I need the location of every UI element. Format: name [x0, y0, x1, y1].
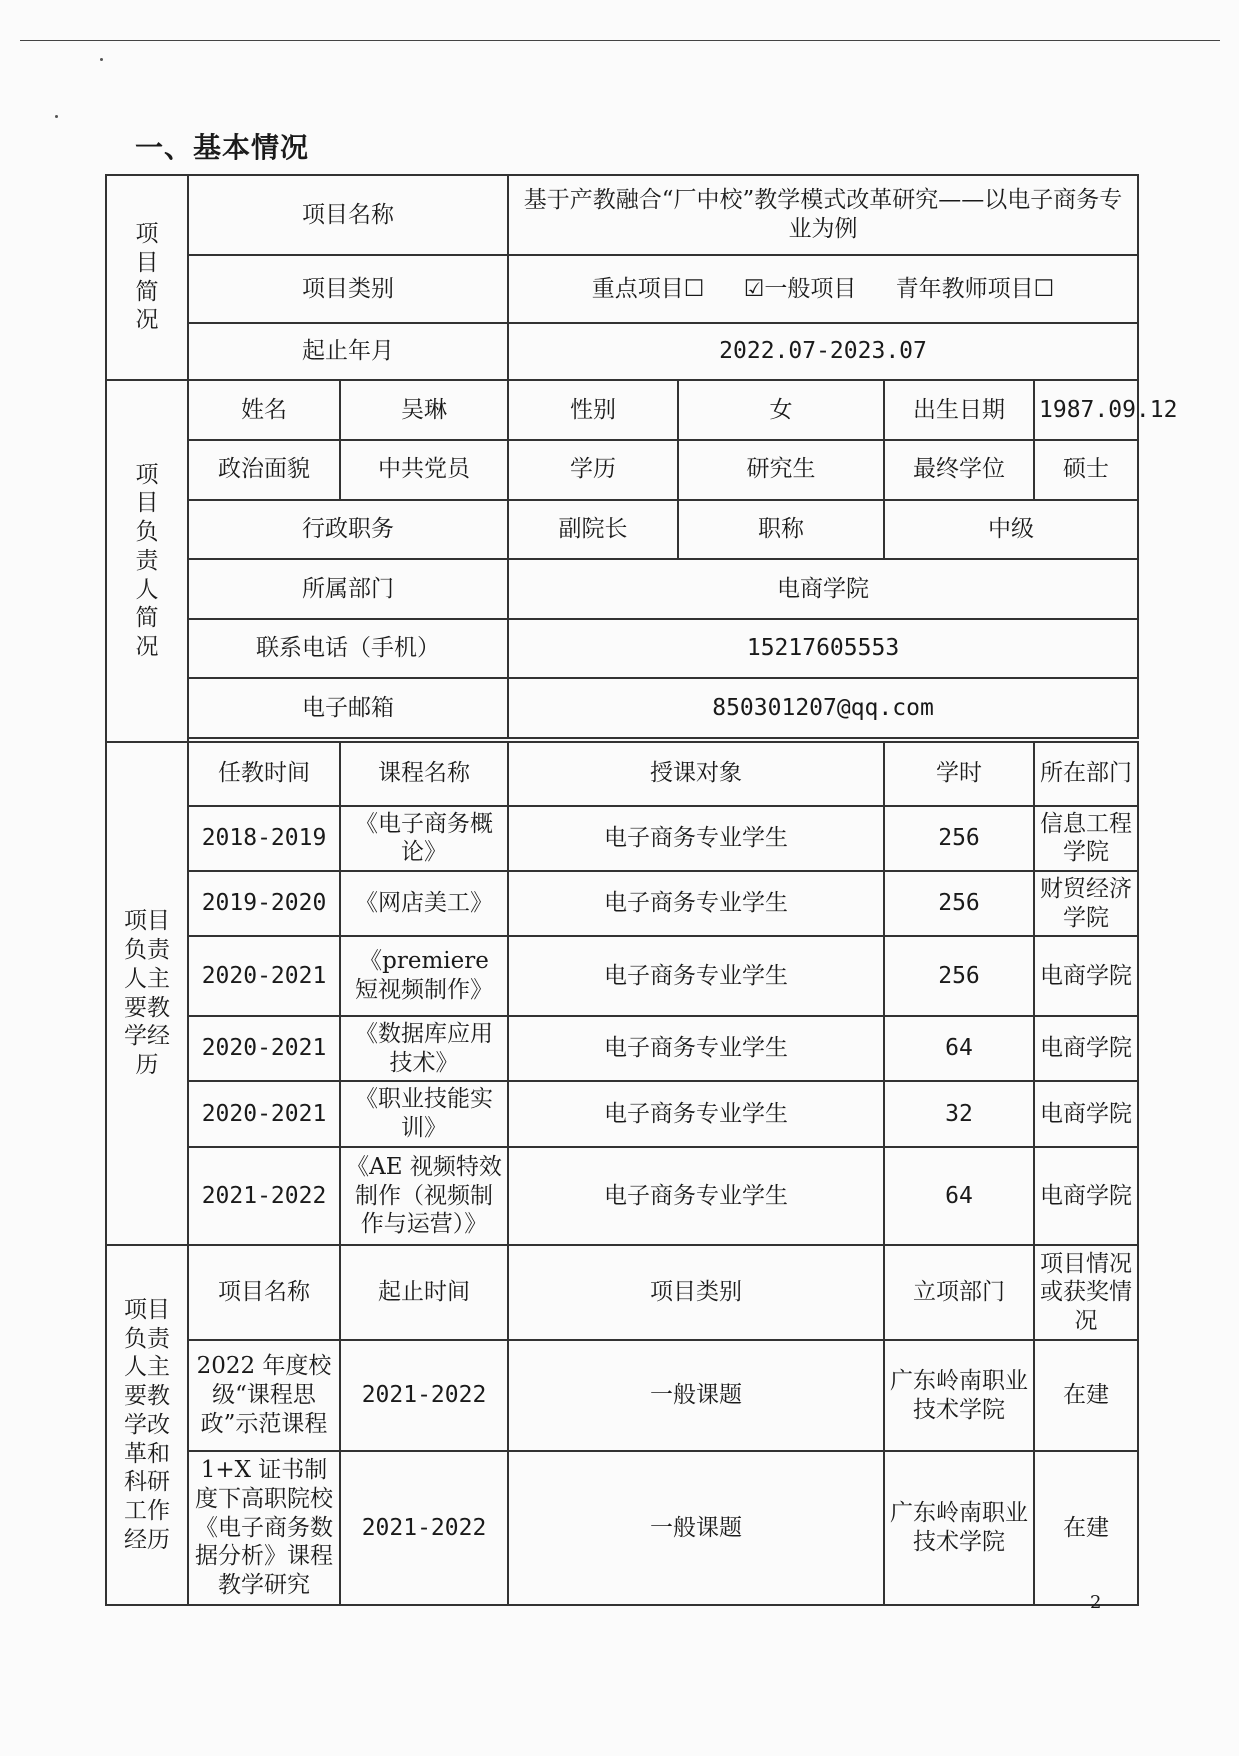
research-header-status: 项目情况或获奖情况	[1034, 1245, 1138, 1340]
phone-label: 联系电话（手机）	[188, 619, 508, 679]
education-label: 学历	[508, 440, 678, 500]
scan-speck	[100, 58, 103, 61]
name-value: 吴琳	[340, 380, 508, 440]
teaching-course: 《数据库应用技术》	[340, 1016, 508, 1081]
research-time: 2021-2022	[340, 1451, 508, 1605]
gender-label: 性别	[508, 380, 678, 440]
birth-value: 1987.09.12	[1034, 380, 1138, 440]
teaching-header-time: 任教时间	[188, 742, 340, 806]
email-label: 电子邮箱	[188, 678, 508, 738]
teaching-target: 电子商务专业学生	[508, 936, 884, 1016]
research-time: 2021-2022	[340, 1340, 508, 1451]
teaching-hours: 32	[884, 1081, 1034, 1146]
teaching-time: 2019-2020	[188, 871, 340, 936]
table-row	[106, 806, 1138, 871]
teaching-hours: 256	[884, 806, 1034, 871]
leader-brief-side-label: 项目负责人简况	[106, 380, 188, 742]
research-side-label: 项目负责人主要教学改革和科研工作经历	[106, 1245, 188, 1605]
teaching-time: 2021-2022	[188, 1147, 340, 1246]
table-row	[106, 1147, 1138, 1246]
research-name: 2022 年度校级“课程思政”示范课程	[188, 1340, 340, 1451]
teaching-header-target: 授课对象	[508, 742, 884, 806]
title-label: 职称	[678, 500, 884, 560]
table-row	[106, 1081, 1138, 1146]
project-category-label: 项目类别	[188, 255, 508, 323]
teaching-header-hours: 学时	[884, 742, 1034, 806]
research-status: 在建	[1034, 1451, 1138, 1605]
teaching-course: 《职业技能实训》	[340, 1081, 508, 1146]
teaching-target: 电子商务专业学生	[508, 806, 884, 871]
project-period-label: 起止年月	[188, 323, 508, 381]
dept-value: 电商学院	[508, 559, 1138, 619]
teaching-header-course: 课程名称	[340, 742, 508, 806]
title-value: 中级	[884, 500, 1138, 560]
section-title: 一、基本情况	[135, 131, 310, 164]
teaching-course: 《网店美工》	[340, 871, 508, 936]
degree-label: 最终学位	[884, 440, 1034, 500]
category-option-general: ☑一般项目	[743, 275, 857, 302]
research-name: 1+X 证书制度下高职院校《电子商务数据分析》课程教学研究	[188, 1451, 340, 1605]
degree-value: 硕士	[1034, 440, 1138, 500]
research-header-time: 起止时间	[340, 1245, 508, 1340]
table-row	[106, 936, 1138, 1016]
teaching-course: 《电子商务概论》	[340, 806, 508, 871]
project-category-value	[508, 255, 1138, 323]
project-period-value: 2022.07-2023.07	[508, 323, 1138, 381]
research-dept: 广东岭南职业技术学院	[884, 1340, 1034, 1451]
name-label: 姓名	[188, 380, 340, 440]
scan-speck	[55, 115, 58, 118]
teaching-course: 《premiere 短视频制作》	[340, 936, 508, 1016]
email-value: 850301207@qq.com	[508, 678, 1138, 738]
teaching-hours: 64	[884, 1147, 1034, 1246]
teaching-target: 电子商务专业学生	[508, 1016, 884, 1081]
teaching-dept: 电商学院	[1034, 1016, 1138, 1081]
dept-label: 所属部门	[188, 559, 508, 619]
page-number: 2	[1090, 1592, 1102, 1613]
teaching-hours: 64	[884, 1016, 1034, 1081]
top-rule	[20, 40, 1220, 41]
admin-post-value: 副院长	[508, 500, 678, 560]
teaching-target: 电子商务专业学生	[508, 1081, 884, 1146]
gender-value: 女	[678, 380, 884, 440]
category-option-key: 重点项目☐	[591, 275, 705, 302]
teaching-target: 电子商务专业学生	[508, 1147, 884, 1246]
research-header-name: 项目名称	[188, 1245, 340, 1340]
teaching-side-label: 项目负责人主要教学经历	[106, 742, 188, 1245]
teaching-header-dept: 所在部门	[1034, 742, 1138, 806]
table-row	[106, 871, 1138, 936]
teaching-time: 2020-2021	[188, 1016, 340, 1081]
teaching-dept: 电商学院	[1034, 1147, 1138, 1246]
teaching-target: 电子商务专业学生	[508, 871, 884, 936]
politics-value: 中共党员	[340, 440, 508, 500]
project-name-label: 项目名称	[188, 175, 508, 255]
teaching-time: 2018-2019	[188, 806, 340, 871]
teaching-course: 《AE 视频特效制作（视频制作与运营）》	[340, 1147, 508, 1246]
teaching-hours: 256	[884, 871, 1034, 936]
phone-value: 15217605553	[508, 619, 1138, 679]
teaching-time: 2020-2021	[188, 936, 340, 1016]
research-category: 一般课题	[508, 1451, 884, 1605]
basic-info-table	[105, 174, 1178, 1606]
project-name-value: 基于产教融合“厂中校”教学模式改革研究——以电子商务专业为例	[508, 175, 1138, 255]
research-header-dept: 立项部门	[884, 1245, 1034, 1340]
table-row	[106, 1340, 1138, 1451]
research-header-category: 项目类别	[508, 1245, 884, 1340]
politics-label: 政治面貌	[188, 440, 340, 500]
teaching-time: 2020-2021	[188, 1081, 340, 1146]
table-row	[106, 1451, 1138, 1605]
teaching-dept: 信息工程学院	[1034, 806, 1138, 871]
admin-post-label: 行政职务	[188, 500, 508, 560]
category-option-young-teacher: 青年教师项目☐	[895, 275, 1055, 302]
research-category: 一般课题	[508, 1340, 884, 1451]
teaching-dept: 电商学院	[1034, 936, 1138, 1016]
project-brief-side-label: 项目简况	[106, 175, 188, 380]
education-value: 研究生	[678, 440, 884, 500]
research-status: 在建	[1034, 1340, 1138, 1451]
table-row	[106, 1016, 1138, 1081]
teaching-hours: 256	[884, 936, 1034, 1016]
research-dept: 广东岭南职业技术学院	[884, 1451, 1034, 1605]
teaching-dept: 财贸经济学院	[1034, 871, 1138, 936]
birth-label: 出生日期	[884, 380, 1034, 440]
teaching-dept: 电商学院	[1034, 1081, 1138, 1146]
